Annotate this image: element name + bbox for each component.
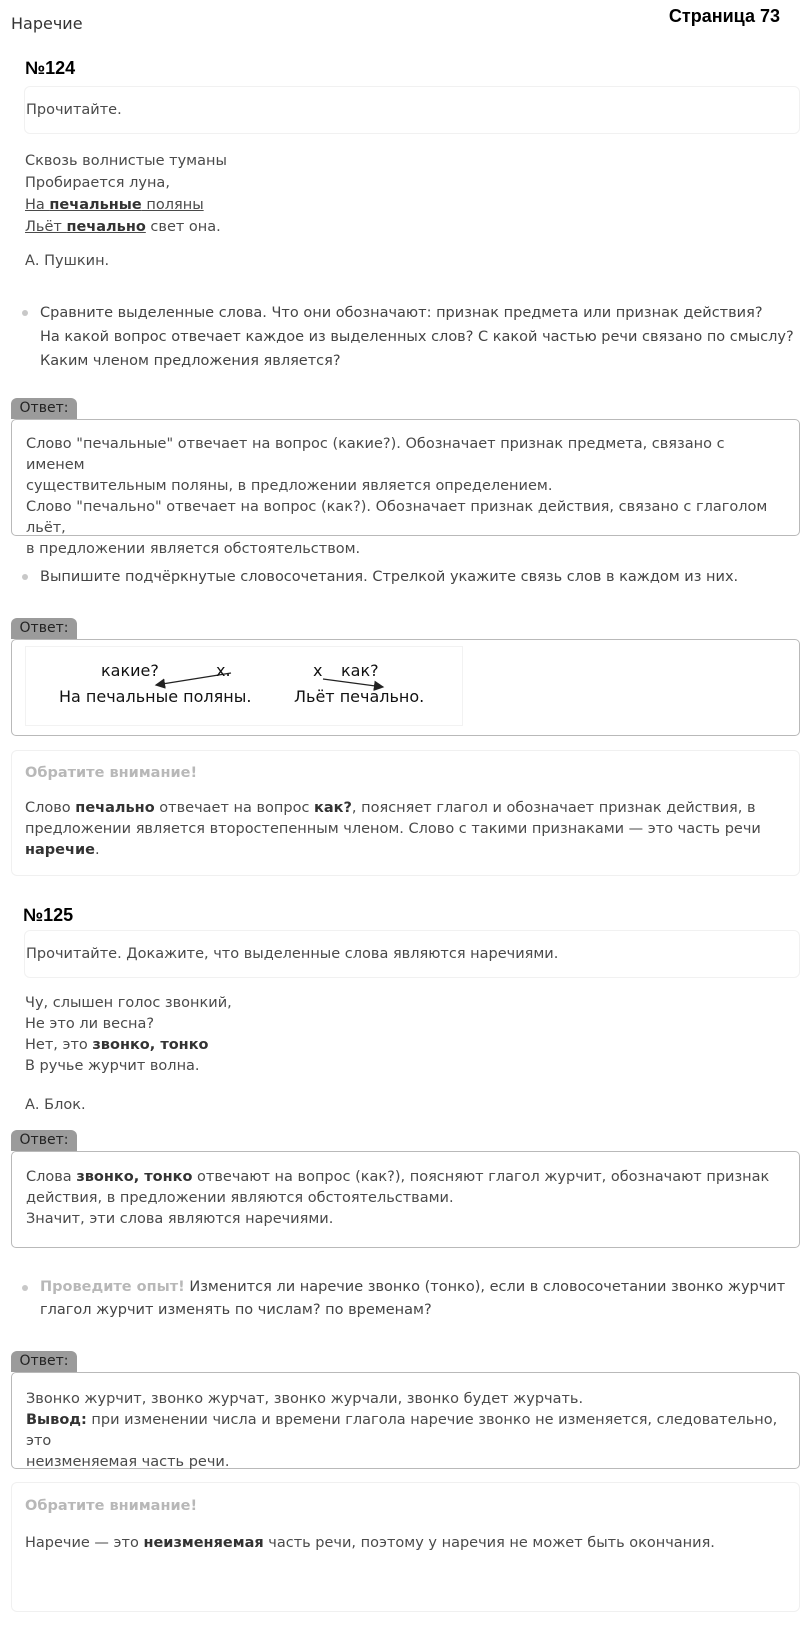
note-title: Обратите внимание! [25, 1498, 198, 1514]
arrow-2 [323, 679, 383, 687]
ex125-instruction-box [24, 930, 800, 978]
poem-line: Пробирается луна, [25, 175, 170, 191]
ex125-task: Проведите опыт! Изменится ли наречие звонко (тонко), если в словосочетании звонко журчит глагол журчит изменять по числам? по временам? [40, 1279, 786, 1318]
poem-line: Сквозь волнистые туманы [25, 153, 227, 169]
ex124-instruction-box [24, 86, 800, 134]
note-box-1 [11, 750, 800, 876]
bullet-icon [22, 310, 28, 316]
note-box-2 [11, 1482, 800, 1612]
question-label: как? [341, 661, 379, 680]
poem-line: Нет, это звонко, тонко [25, 1037, 209, 1053]
ex125-author: А. Блок. [25, 1097, 86, 1113]
answer-label: Ответ: [11, 398, 77, 419]
note-title: Обратите внимание! [25, 765, 198, 781]
ex124-task2: Выпишите подчёркнутые словосочетания. Стрелкой укажите связь слов в каждом из них. [40, 569, 739, 585]
topic-title: Наречие [11, 14, 83, 33]
poem-line: Чу, слышен голос звонкий, [25, 995, 232, 1011]
ex124-author: А. Пушкин. [25, 253, 110, 269]
answer-label: Ответ: [11, 1130, 77, 1151]
ex124-task1: Сравните выделенные слова. Что они обозначают: признак предмета или признак действия? На какой вопрос отвечает каждое из выделенных слов? С какой частью речи связано по смыслу? Каким членом предложения является? [40, 305, 794, 369]
exercise-124-number: №124 [25, 58, 76, 78]
note-text: Наречие — это неизменяемая часть речи, поэтому у наречия не может быть окончания. [25, 1535, 715, 1551]
exercise-125-number: №125 [23, 905, 74, 925]
answer-text: Слова звонко, тонко отвечают на вопрос (как?), поясняют глагол журчит, обозначают признак действия, в предложении являются обстоятельствами. Значит, эти слова являются наречиями. [26, 1169, 770, 1227]
poem-line: Не это ли весна? [25, 1016, 155, 1032]
bullet-icon [22, 574, 28, 580]
head-mark: х [313, 661, 323, 680]
bullet-icon [22, 1285, 28, 1291]
underlined-phrase: Льёт печально [25, 219, 146, 235]
ex124-instruction: Прочитайте. [26, 102, 122, 118]
answer-box-2 [11, 639, 800, 736]
note-text: Слово печально отвечает на вопрос как?, поясняет глагол и обозначает признак действия, в предложении является второстепенным членом. Слово с такими признаками — это часть речи наречие. [25, 800, 761, 858]
answer-text: Слово "печальные" отвечает на вопрос (какие?). Обозначает признак предмета, связано с именем существительным поляны, в предложении является определением. Слово "печально" отвечает на вопрос (как?). Обозначает признак действия, связано с глаголом льёт, в предложении является обстоятельством. [26, 436, 768, 557]
question-label: какие? [101, 661, 159, 680]
head-mark: х. [216, 661, 231, 680]
answer-box-1 [11, 419, 800, 557]
underlined-phrase: На печальные поляны [25, 197, 204, 213]
phrase-label: На печальные поляны. [59, 687, 252, 706]
answer-box-4 [11, 1372, 800, 1469]
poem-line: Льёт печально свет она. [25, 219, 221, 235]
answer-text: Звонко журчит, звонко журчат, звонко журчали, звонко будет журчать. Вывод: при изменении числа и времени глагола наречие звонко не изменяется, следовательно, это неизменяемая часть речи. [26, 1391, 778, 1470]
poem-line [25, 194, 227, 216]
phrase-label: Льёт печально. [294, 687, 425, 706]
ex125-instruction: Прочитайте. Докажите, что выделенные слова являются наречиями. [26, 946, 559, 962]
answer-label: Ответ: [11, 618, 77, 639]
page-number: Страница 73 [668, 6, 780, 26]
poem-line: В ручье журчит волна. [25, 1058, 200, 1074]
ex125-poem [25, 993, 232, 1077]
ex124-poem [25, 150, 227, 238]
answer-label: Ответ: [11, 1351, 77, 1372]
word-link-diagram [25, 646, 463, 726]
diagram-arrows [26, 647, 462, 725]
answer-box-3 [11, 1151, 800, 1248]
